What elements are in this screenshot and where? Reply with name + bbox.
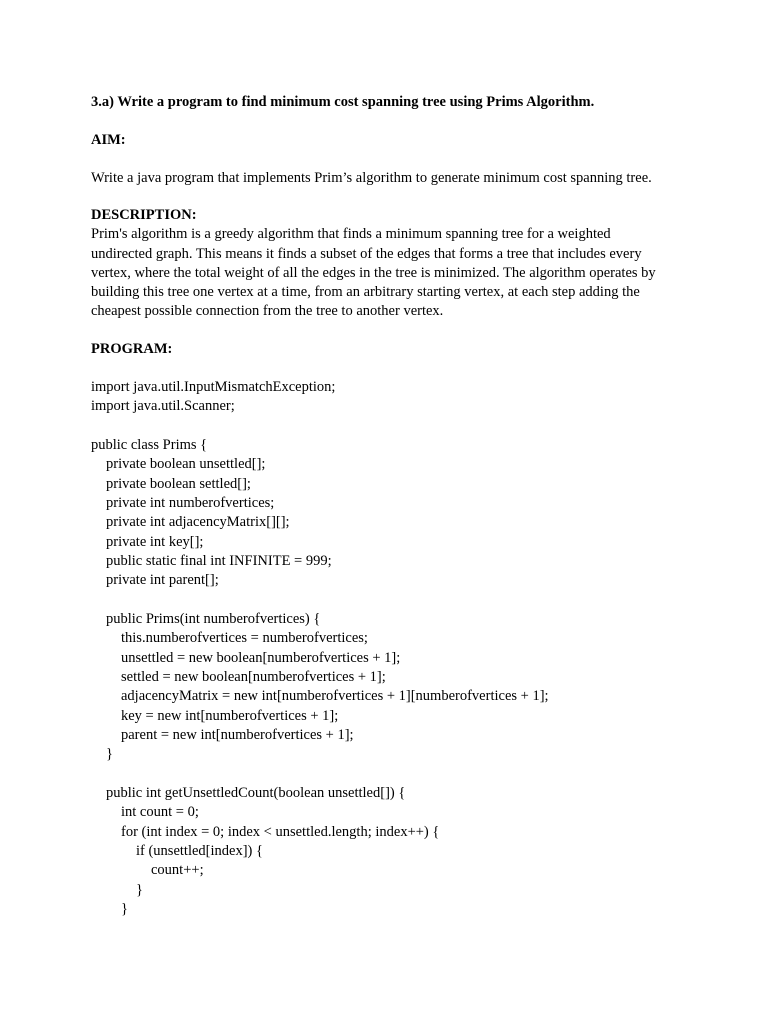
code-line: private boolean unsettled[]; xyxy=(106,456,266,473)
code-line: if (unsettled[index]) { xyxy=(136,843,263,860)
description-line: cheapest possible connection from the tree to another vertex. xyxy=(91,303,444,320)
code-line: this.numberofvertices = numberofvertices; xyxy=(121,630,368,647)
code-line: public Prims(int numberofvertices) { xyxy=(106,610,321,627)
code-line xyxy=(91,416,691,435)
document-title: 3.a) Write a program to find minimum cost spanning tree using Prims Algorithm. xyxy=(91,94,595,110)
code-line: settled = new boolean[numberofvertices + 1]; xyxy=(121,668,386,685)
code-line: import java.util.Scanner; xyxy=(91,398,235,415)
description-text xyxy=(91,225,691,321)
code-line: parent = new int[numberofvertices + 1]; xyxy=(121,726,354,743)
code-line: public int getUnsettledCount(boolean unsettled[]) { xyxy=(106,785,406,801)
description-line: undirected graph. This means it finds a subset of the edges that forms a tree that includes every xyxy=(91,245,642,262)
code-line: private int numberofvertices; xyxy=(106,494,275,511)
document-page xyxy=(91,93,691,919)
code-line: import java.util.InputMismatchException; xyxy=(91,378,336,395)
code-line: unsettled = new boolean[numberofvertices + 1]; xyxy=(121,649,401,666)
code-line xyxy=(91,591,691,610)
code-line: public static final int INFINITE = 999; xyxy=(106,552,332,569)
description-heading: DESCRIPTION: xyxy=(91,207,197,224)
description-line: Prim's algorithm is a greedy algorithm that finds a minimum spanning tree for a weighted xyxy=(91,226,611,243)
description-line: building this tree one vertex at a time, from an arbitrary starting vertex, at each step adding the xyxy=(91,284,640,301)
code-line: public class Prims { xyxy=(91,436,208,453)
code-line: } xyxy=(121,901,128,918)
code-line: key = new int[numberofvertices + 1]; xyxy=(121,707,339,724)
code-line: count++; xyxy=(151,862,204,879)
code-line xyxy=(91,765,691,784)
code-line: adjacencyMatrix = new int[numberofvertices + 1][numberofvertices + 1]; xyxy=(121,688,549,705)
code-line: } xyxy=(106,746,113,763)
program-heading: PROGRAM: xyxy=(91,340,173,357)
code-line: } xyxy=(136,881,143,898)
code-line: private int parent[]; xyxy=(106,572,219,589)
aim-heading: AIM: xyxy=(91,132,126,148)
code-block xyxy=(91,378,691,920)
code-line: int count = 0; xyxy=(121,804,199,821)
code-line: private boolean settled[]; xyxy=(106,475,251,492)
description-line: vertex, where the total weight of all the edges in the tree is minimized. The algorithm operates by xyxy=(91,264,656,281)
code-line: private int key[]; xyxy=(106,533,204,550)
aim-text: Write a java program that implements Prim’s algorithm to generate minimum cost spanning tree. xyxy=(91,170,652,186)
code-line: for (int index = 0; index < unsettled.length; index++) { xyxy=(121,823,440,840)
code-line: private int adjacencyMatrix[][]; xyxy=(106,514,290,531)
